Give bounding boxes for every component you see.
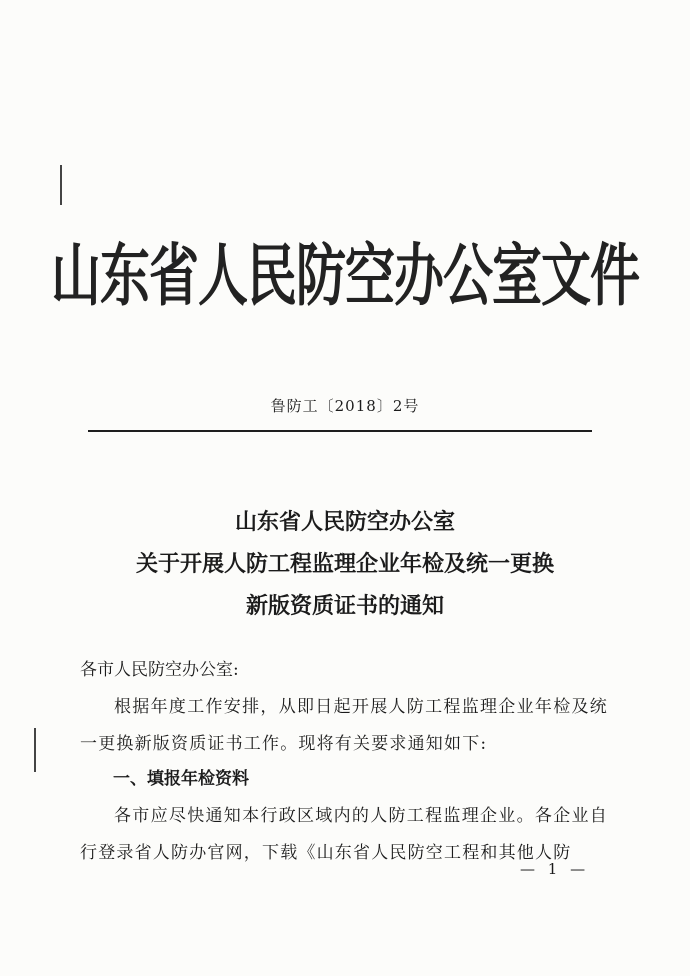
scan-mark-top [60, 165, 62, 205]
section-heading: 一、填报年检资料 [113, 769, 249, 789]
body-paragraph: 各市应尽快通知本行政区域内的人防工程监理企业。各企业自行登录省人防办官网，下载《山东省人民防空工程和其他人防 [80, 806, 608, 863]
title-line: 关于开展人防工程监理企业年检及统一更换 [135, 551, 554, 577]
document-title [0, 501, 690, 627]
scan-mark-bottom [34, 728, 36, 772]
header-divider [88, 430, 592, 432]
salutation: 各市人民防空办公室: [80, 660, 239, 680]
document-number: 鲁防工〔2018〕2号 [270, 397, 420, 415]
issuer-banner: 山东省人民防空办公室文件 [51, 236, 639, 316]
page-number: — 1 — [520, 860, 590, 878]
title-line: 新版资质证书的通知 [245, 593, 444, 619]
title-line: 山东省人民防空办公室 [234, 509, 455, 535]
body-paragraph: 根据年度工作安排，从即日起开展人防工程监理企业年检及统一更换新版资质证书工作。现将有关要求通知如下: [80, 697, 608, 754]
